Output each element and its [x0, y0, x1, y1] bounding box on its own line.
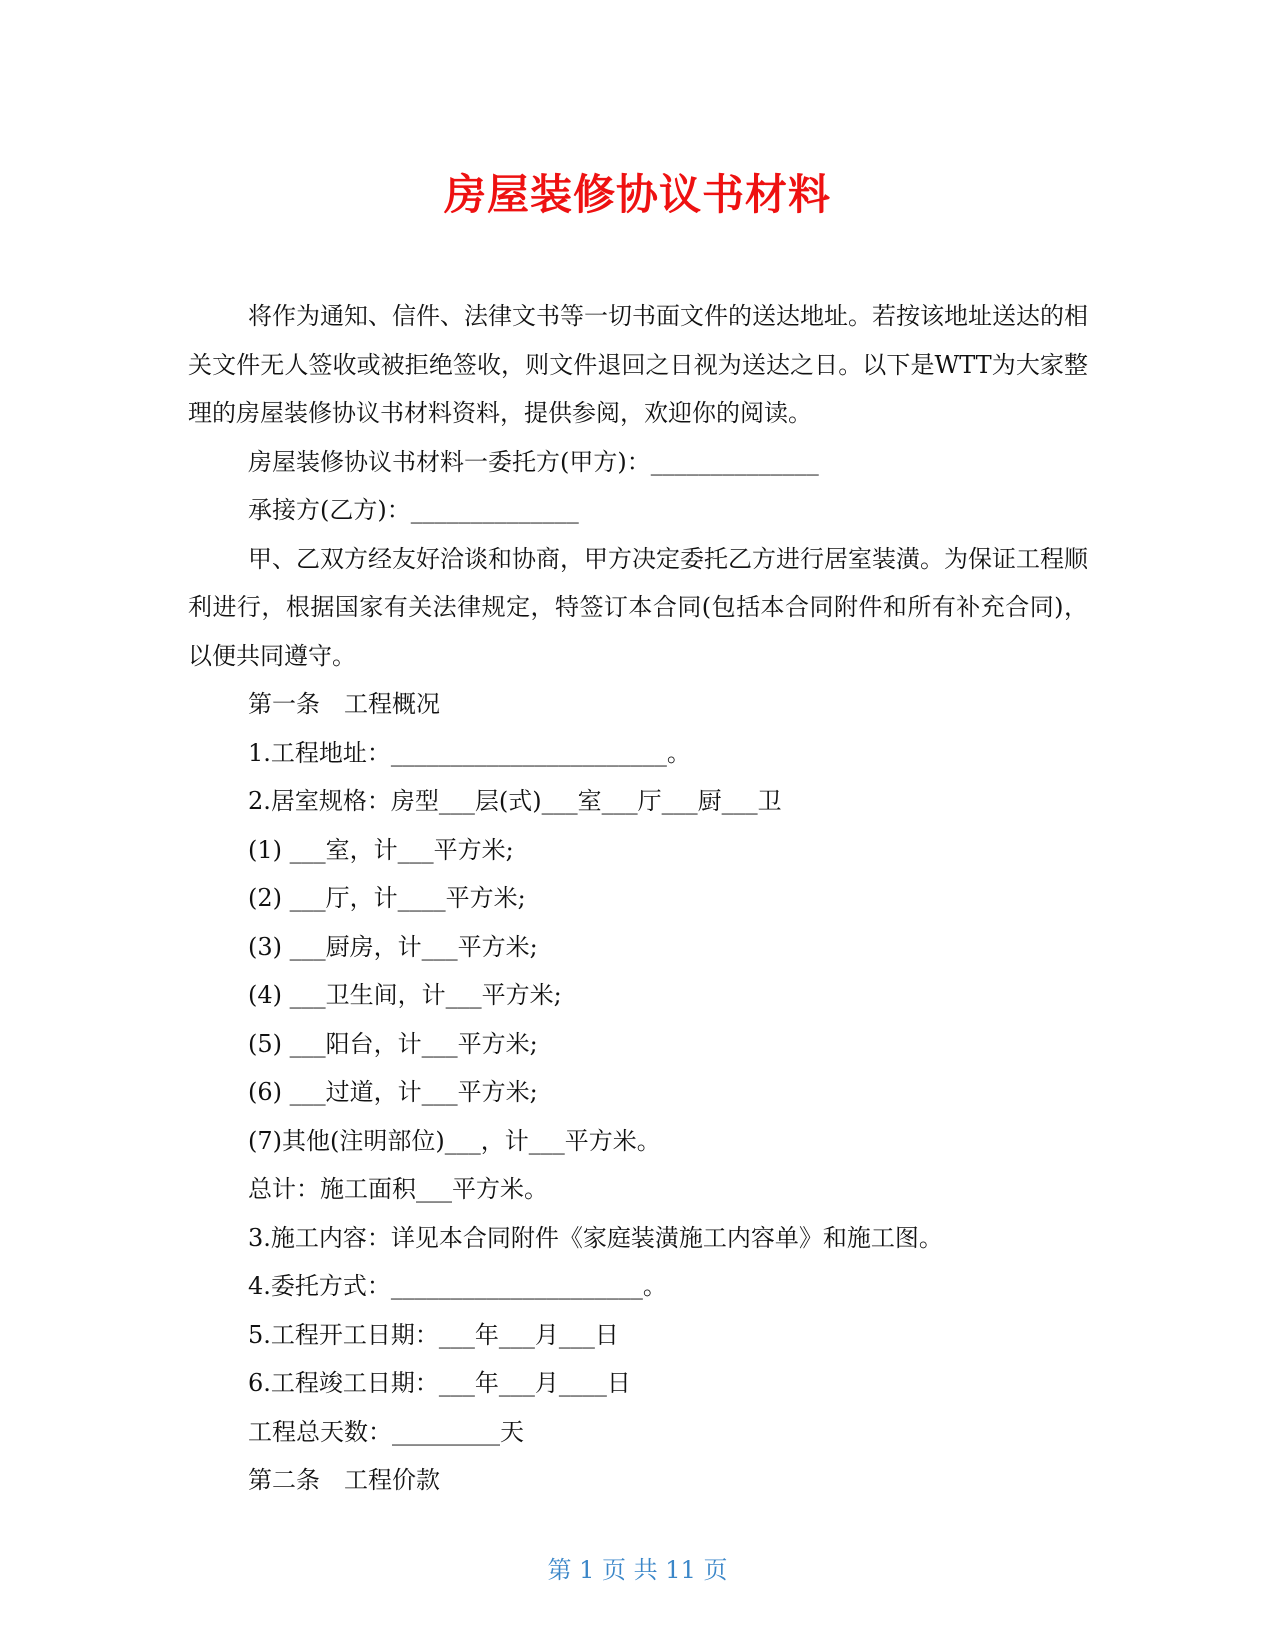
total-days-line: 工程总天数：_________天	[248, 1417, 524, 1446]
party-a-line: 房屋装修协议书材料一委托方(甲方)：______________	[248, 447, 819, 476]
item-3-content: 3.施工内容：详见本合同附件《家庭装潢施工内容单》和施工图。	[248, 1223, 943, 1252]
item-5-start-date: 5.工程开工日期：___年___月___日	[248, 1320, 619, 1349]
sub-item-4: (4) ___卫生间，计___平方米;	[248, 981, 562, 1009]
intro-paragraph: 将作为通知、信件、法律文书等一切书面文件的送达地址。若按该地址送达的相关文件无人签收或被拒绝签收，则文件退回之日视为送达之日。以下是WTT为大家整理的房屋装修协议书材料资料，提供参阅，欢迎你的阅读。	[188, 302, 1088, 427]
total-area-line: 总计：施工面积___平方米。	[248, 1175, 548, 1203]
item-2-room-spec: 2.居室规格：房型___层(式)___室___厅___厨___卫	[248, 787, 782, 815]
sub-item-3: (3) ___厨房，计___平方米;	[248, 932, 538, 961]
sub-item-2: (2) ___厅，计____平方米;	[248, 884, 526, 912]
document-title: 房屋装修协议书材料	[443, 170, 831, 219]
agreement-paragraph: 甲、乙双方经友好洽谈和协商，甲方决定委托乙方进行居室装潢。为保证工程顺利进行，根据国家有关法律规定，特签订本合同(包括本合同附件和所有补充合同)，以便共同遵守。	[188, 544, 1088, 670]
sub-item-5: (5) ___阳台，计___平方米;	[248, 1029, 538, 1058]
party-b-line: 承接方(乙方)：______________	[248, 496, 579, 524]
article-2-heading: 第二条 工程价款	[248, 1466, 440, 1494]
article-1-heading: 第一条 工程概况	[248, 690, 440, 718]
sub-item-1: (1) ___室，计___平方米;	[248, 835, 514, 864]
sub-item-6: (6) ___过道，计___平方米;	[248, 1078, 538, 1106]
item-4-method: 4.委托方式：_____________________。	[248, 1272, 667, 1300]
item-6-end-date: 6.工程竣工日期：___年___月____日	[248, 1369, 631, 1397]
page-number-footer: 第 1 页 共 11 页	[547, 1556, 728, 1584]
item-1-address: 1.工程地址：_______________________。	[248, 738, 691, 767]
sub-item-7: (7)其他(注明部位)___，计___平方米。	[248, 1126, 661, 1155]
document-body	[188, 292, 1088, 1505]
